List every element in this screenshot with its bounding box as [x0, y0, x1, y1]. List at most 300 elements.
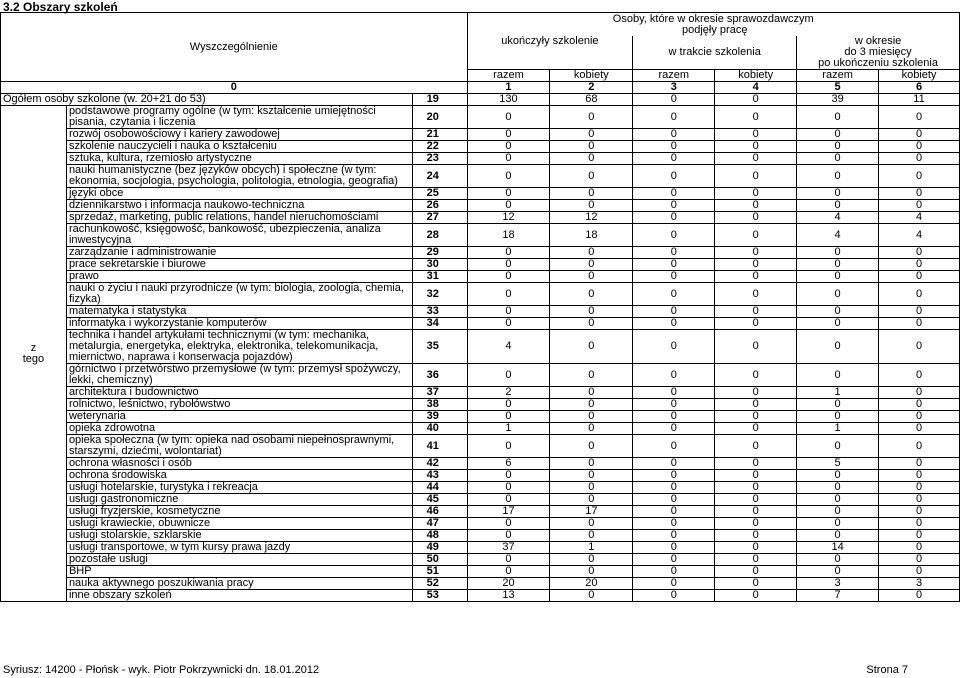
row-code: 32	[412, 283, 467, 306]
header-sub: kobiety	[715, 70, 797, 82]
row-value: 0	[797, 318, 879, 330]
row-value: 0	[550, 188, 633, 200]
row-value: 0	[633, 435, 715, 458]
column-number: 6	[879, 82, 960, 94]
row-value: 0	[633, 212, 715, 224]
row-label: podstawowe programy ogólne (w tym: kształcenie umiejętności pisania, czytania i liczenia	[66, 106, 412, 129]
row-value: 0	[879, 494, 960, 506]
row-value: 0	[550, 283, 633, 306]
row-value: 0	[550, 387, 633, 399]
row-value: 0	[797, 200, 879, 212]
row-label: nauka aktywnego poszukiwania pracy	[66, 578, 412, 590]
row-label: ochrona środowiska	[66, 470, 412, 482]
row-value: 0	[797, 106, 879, 129]
row-code: 34	[412, 318, 467, 330]
row-value: 4	[797, 212, 879, 224]
row-value: 0	[879, 165, 960, 188]
table-row	[1, 224, 960, 247]
row-value: 0	[633, 141, 715, 153]
row-label: usługi hotelarskie, turystyka i rekreacja	[66, 482, 412, 494]
row-code: 31	[412, 271, 467, 283]
row-code: 42	[412, 458, 467, 470]
row-label: nauki humanistyczne (bez języków obcych) i społeczne (w tym: ekonomia, socjologia, psychologia, politologia, etnologia, geografia)	[66, 165, 412, 188]
total-value: 0	[633, 94, 715, 106]
row-value: 20	[550, 578, 633, 590]
total-label: Ogółem osoby szkolone (w. 20+21 do 53)	[1, 94, 413, 106]
row-label: technika i handel artykułami technicznymi (w tym: mechanika, metalurgia, energetyka, elektryka, elektronika, telekomunikacja, miernictwo, naprawa i konserwacja pojazdów)	[66, 330, 412, 364]
row-label: dziennikarstwo i informacja naukowo-techniczna	[66, 200, 412, 212]
row-value: 20	[467, 578, 550, 590]
table-row	[1, 129, 960, 141]
row-code: 21	[412, 129, 467, 141]
row-value: 0	[879, 458, 960, 470]
row-value: 0	[797, 482, 879, 494]
column-number: 5	[797, 82, 879, 94]
row-value: 0	[467, 259, 550, 271]
table-body	[1, 94, 960, 602]
row-value: 0	[797, 306, 879, 318]
row-value: 0	[467, 566, 550, 578]
table-row	[1, 470, 960, 482]
header-group-line1: Osoby, które w okresie sprawozdawczym	[467, 13, 959, 25]
row-value: 0	[797, 165, 879, 188]
row-code: 48	[412, 530, 467, 542]
row-value: 0	[467, 200, 550, 212]
total-value: 0	[715, 94, 797, 106]
row-value: 0	[550, 590, 633, 602]
table-row	[1, 387, 960, 399]
row-value: 0	[633, 165, 715, 188]
header-sub: razem	[797, 70, 879, 82]
row-value: 1	[550, 542, 633, 554]
row-value: 0	[715, 435, 797, 458]
row-value: 0	[633, 318, 715, 330]
row-value: 0	[715, 188, 797, 200]
row-value: 0	[715, 364, 797, 387]
row-value: 0	[715, 506, 797, 518]
row-value: 0	[550, 411, 633, 423]
row-value: 0	[715, 212, 797, 224]
row-value: 0	[715, 578, 797, 590]
row-code: 41	[412, 435, 467, 458]
row-code: 50	[412, 554, 467, 566]
table-row	[1, 590, 960, 602]
row-value: 0	[797, 530, 879, 542]
row-value: 0	[715, 470, 797, 482]
row-value: 1	[797, 387, 879, 399]
row-value: 0	[879, 129, 960, 141]
header-sub: kobiety	[550, 70, 633, 82]
row-value: 0	[633, 578, 715, 590]
footer-left: Syriusz: 14200 - Płońsk - wyk. Piotr Pokrzywnicki dn. 18.01.2012	[3, 664, 320, 676]
row-value: 0	[633, 106, 715, 129]
row-value: 0	[715, 318, 797, 330]
row-value: 0	[879, 411, 960, 423]
header-group-line2: podjęły pracę	[682, 24, 748, 36]
row-value: 0	[879, 506, 960, 518]
table-row	[1, 423, 960, 435]
row-label: rachunkowość, księgowość, bankowość, ubezpieczenia, analiza inwestycyjna	[66, 224, 412, 247]
row-code: 29	[412, 247, 467, 259]
row-value: 13	[467, 590, 550, 602]
row-value: 0	[879, 330, 960, 364]
row-label: szkolenie nauczycieli i nauka o kształceniu	[66, 141, 412, 153]
row-value: 0	[633, 530, 715, 542]
row-value: 1	[797, 423, 879, 435]
row-value: 3	[797, 578, 879, 590]
table-row	[1, 530, 960, 542]
header-col-after-line2: do 3 miesięcy	[844, 45, 912, 58]
row-value: 0	[550, 482, 633, 494]
row-value: 0	[879, 435, 960, 458]
row-value: 0	[797, 271, 879, 283]
row-value: 0	[797, 283, 879, 306]
row-value: 0	[715, 224, 797, 247]
row-code: 28	[412, 224, 467, 247]
row-value: 0	[879, 423, 960, 435]
row-value: 1	[467, 423, 550, 435]
table-row	[1, 306, 960, 318]
row-value: 4	[879, 212, 960, 224]
table-row	[1, 494, 960, 506]
row-value: 0	[550, 318, 633, 330]
row-label: prace sekretarskie i biurowe	[66, 259, 412, 271]
row-value: 0	[797, 470, 879, 482]
row-value: 0	[715, 494, 797, 506]
row-value: 0	[467, 188, 550, 200]
row-value: 0	[879, 259, 960, 271]
row-value: 0	[633, 590, 715, 602]
row-value: 12	[467, 212, 550, 224]
header-col-after-line1: w okresie	[854, 35, 902, 47]
header-sub: razem	[633, 70, 715, 82]
row-value: 0	[550, 470, 633, 482]
table-row	[1, 554, 960, 566]
row-label: usługi krawieckie, obuwnicze	[66, 518, 412, 530]
table-row	[1, 200, 960, 212]
row-value: 0	[633, 247, 715, 259]
row-value: 0	[797, 399, 879, 411]
row-value: 0	[633, 306, 715, 318]
row-value: 0	[633, 129, 715, 141]
table-row	[1, 518, 960, 530]
row-code: 33	[412, 306, 467, 318]
table-row	[1, 188, 960, 200]
row-code: 36	[412, 364, 467, 387]
row-value: 18	[467, 224, 550, 247]
row-label: zarządzanie i administrowanie	[66, 247, 412, 259]
header-col-completed: ukończyły szkolenie	[467, 36, 633, 70]
row-value: 0	[879, 153, 960, 165]
side-label-line2: tego	[22, 352, 45, 365]
row-value: 0	[879, 470, 960, 482]
table-row	[1, 506, 960, 518]
row-code: 30	[412, 259, 467, 271]
row-value: 0	[550, 106, 633, 129]
total-code: 19	[412, 94, 467, 106]
row-value: 0	[797, 330, 879, 364]
row-value: 0	[715, 518, 797, 530]
table-row	[1, 435, 960, 458]
table-row	[1, 458, 960, 470]
row-value: 0	[715, 554, 797, 566]
row-value: 0	[550, 458, 633, 470]
row-value: 0	[550, 306, 633, 318]
row-value: 0	[550, 129, 633, 141]
row-code: 22	[412, 141, 467, 153]
row-value: 0	[715, 458, 797, 470]
row-value: 0	[550, 364, 633, 387]
row-value: 0	[467, 435, 550, 458]
table-row	[1, 212, 960, 224]
row-value: 0	[550, 554, 633, 566]
row-value: 0	[879, 566, 960, 578]
row-value: 0	[715, 106, 797, 129]
header-col-after	[797, 36, 960, 70]
row-value: 0	[467, 364, 550, 387]
row-value: 0	[467, 283, 550, 306]
row-value: 0	[797, 188, 879, 200]
column-number: 0	[1, 82, 468, 94]
row-value: 0	[715, 411, 797, 423]
row-code: 44	[412, 482, 467, 494]
row-value: 0	[467, 554, 550, 566]
row-value: 0	[715, 306, 797, 318]
row-value: 0	[715, 387, 797, 399]
row-value: 0	[550, 247, 633, 259]
row-value: 0	[715, 330, 797, 364]
row-label: rolnictwo, leśnictwo, rybołówstwo	[66, 399, 412, 411]
row-value: 0	[633, 542, 715, 554]
row-value: 0	[550, 566, 633, 578]
row-value: 0	[879, 387, 960, 399]
row-value: 0	[879, 271, 960, 283]
total-row	[1, 94, 960, 106]
row-value: 0	[797, 518, 879, 530]
row-value: 0	[715, 482, 797, 494]
table-row	[1, 247, 960, 259]
row-value: 0	[879, 364, 960, 387]
row-value: 0	[467, 530, 550, 542]
row-value: 0	[879, 200, 960, 212]
header-col-during: w trakcie szkolenia	[633, 36, 797, 70]
row-value: 0	[633, 518, 715, 530]
table-row	[1, 364, 960, 387]
table-row	[1, 482, 960, 494]
row-value: 0	[633, 330, 715, 364]
row-value: 0	[797, 411, 879, 423]
row-value: 4	[467, 330, 550, 364]
header-sub: kobiety	[879, 70, 960, 82]
row-value: 0	[633, 494, 715, 506]
row-value: 0	[797, 494, 879, 506]
row-value: 0	[633, 188, 715, 200]
row-value: 0	[715, 153, 797, 165]
row-value: 0	[467, 482, 550, 494]
row-value: 0	[633, 423, 715, 435]
row-value: 0	[879, 247, 960, 259]
total-value: 11	[879, 94, 960, 106]
row-value: 0	[467, 306, 550, 318]
row-value: 0	[467, 518, 550, 530]
row-label: architektura i budownictwo	[66, 387, 412, 399]
row-label: nauki o życiu i nauki przyrodnicze (w tym: biologia, zoologia, chemia, fizyka)	[66, 283, 412, 306]
table-row	[1, 542, 960, 554]
table-row	[1, 283, 960, 306]
row-value: 0	[879, 542, 960, 554]
training-areas-table	[0, 12, 960, 602]
table-row	[1, 330, 960, 364]
header-sub: razem	[467, 70, 550, 82]
row-value: 7	[797, 590, 879, 602]
row-value: 0	[797, 153, 879, 165]
row-code: 47	[412, 518, 467, 530]
row-value: 14	[797, 542, 879, 554]
row-value: 0	[879, 518, 960, 530]
table-row	[1, 411, 960, 423]
side-label-line1: z	[30, 341, 37, 354]
table-row	[1, 271, 960, 283]
row-value: 0	[633, 200, 715, 212]
row-value: 4	[797, 224, 879, 247]
row-value: 0	[467, 411, 550, 423]
row-value: 0	[715, 566, 797, 578]
row-value: 0	[797, 259, 879, 271]
column-number: 4	[715, 82, 797, 94]
row-value: 0	[715, 141, 797, 153]
row-value: 0	[633, 411, 715, 423]
table-row	[1, 141, 960, 153]
row-value: 0	[550, 330, 633, 364]
row-value: 0	[467, 129, 550, 141]
row-label: usługi fryzjerskie, kosmetyczne	[66, 506, 412, 518]
row-value: 0	[797, 554, 879, 566]
row-value: 0	[633, 506, 715, 518]
row-value: 0	[550, 141, 633, 153]
row-value: 0	[467, 494, 550, 506]
row-value: 37	[467, 542, 550, 554]
row-value: 0	[633, 482, 715, 494]
row-value: 0	[467, 141, 550, 153]
row-value: 2	[467, 387, 550, 399]
row-label: usługi gastronomiczne	[66, 494, 412, 506]
total-value: 130	[467, 94, 550, 106]
row-code: 38	[412, 399, 467, 411]
header-row-label: Wyszczególnienie	[1, 13, 468, 82]
row-code: 43	[412, 470, 467, 482]
row-value: 5	[797, 458, 879, 470]
row-code: 39	[412, 411, 467, 423]
row-value: 0	[797, 364, 879, 387]
row-value: 0	[879, 318, 960, 330]
row-value: 0	[467, 165, 550, 188]
row-value: 0	[550, 423, 633, 435]
row-label: górnictwo i przetwórstwo przemysłowe (w tym: przemysł spożywczy, lekki, chemiczny)	[66, 364, 412, 387]
row-value: 0	[550, 153, 633, 165]
row-value: 0	[879, 399, 960, 411]
row-code: 53	[412, 590, 467, 602]
row-value: 0	[879, 590, 960, 602]
row-value: 0	[715, 283, 797, 306]
row-code: 25	[412, 188, 467, 200]
row-value: 0	[715, 590, 797, 602]
row-value: 0	[715, 399, 797, 411]
column-number-row	[1, 82, 960, 94]
row-code: 49	[412, 542, 467, 554]
row-value: 0	[715, 530, 797, 542]
row-value: 0	[715, 247, 797, 259]
column-number: 2	[550, 82, 633, 94]
row-label: BHP	[66, 566, 412, 578]
table-row	[1, 153, 960, 165]
row-value: 0	[797, 506, 879, 518]
table-row	[1, 399, 960, 411]
row-code: 37	[412, 387, 467, 399]
row-value: 0	[715, 271, 797, 283]
table-header	[1, 13, 960, 94]
row-label: informatyka i wykorzystanie komputerów	[66, 318, 412, 330]
row-value: 0	[550, 165, 633, 188]
row-value: 0	[633, 271, 715, 283]
row-value: 0	[879, 530, 960, 542]
row-value: 0	[633, 566, 715, 578]
row-value: 0	[633, 470, 715, 482]
row-value: 0	[633, 259, 715, 271]
row-value: 0	[879, 306, 960, 318]
row-value: 0	[633, 153, 715, 165]
row-value: 0	[797, 129, 879, 141]
row-value: 0	[879, 482, 960, 494]
row-label: inne obszary szkoleń	[66, 590, 412, 602]
row-value: 0	[550, 435, 633, 458]
row-code: 40	[412, 423, 467, 435]
row-code: 20	[412, 106, 467, 129]
row-value: 0	[467, 247, 550, 259]
row-value: 0	[715, 200, 797, 212]
row-value: 0	[879, 141, 960, 153]
row-value: 0	[467, 470, 550, 482]
row-value: 17	[550, 506, 633, 518]
row-label: sprzedaż, marketing, public relations, handel nieruchomościami	[66, 212, 412, 224]
total-value: 68	[550, 94, 633, 106]
row-label: weterynaria	[66, 411, 412, 423]
row-label: opieka społeczna (w tym: opieka nad osobami niepełnosprawnymi, starszymi, dziećmi, wolontariat)	[66, 435, 412, 458]
row-value: 0	[550, 271, 633, 283]
row-value: 6	[467, 458, 550, 470]
row-value: 0	[797, 566, 879, 578]
row-value: 0	[797, 247, 879, 259]
row-value: 0	[467, 399, 550, 411]
row-label: rozwój osobowościowy i kariery zawodowej	[66, 129, 412, 141]
row-value: 0	[715, 542, 797, 554]
row-value: 0	[633, 399, 715, 411]
row-value: 18	[550, 224, 633, 247]
row-value: 0	[633, 283, 715, 306]
row-value: 0	[879, 283, 960, 306]
row-value: 17	[467, 506, 550, 518]
row-value: 4	[879, 224, 960, 247]
row-label: prawo	[66, 271, 412, 283]
row-value: 0	[633, 387, 715, 399]
row-code: 27	[412, 212, 467, 224]
row-code: 26	[412, 200, 467, 212]
footer-right: Strona 7	[866, 664, 908, 676]
row-value: 0	[633, 224, 715, 247]
row-code: 24	[412, 165, 467, 188]
table-row	[1, 259, 960, 271]
row-code: 35	[412, 330, 467, 364]
table-row	[1, 165, 960, 188]
